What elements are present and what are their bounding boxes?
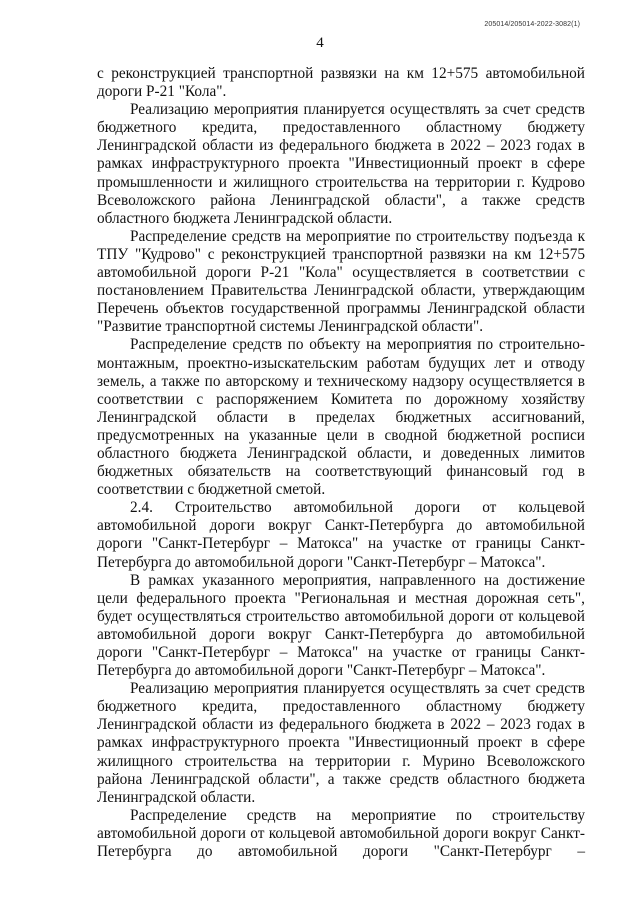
- document-stamp: 205014/205014-2022-3082(1): [484, 21, 580, 28]
- paragraph: Реализацию мероприятия планируется осуществлять за счет средств бюджетного кредита, предоставленного областному бюджету Ленинградской области из федерального бюджета в 2022 – 2023 годах в рамках инфраструктурного проекта "Инвестиционный проект в сфере промышленности и жилищного строительства на территории г. Кудрово Всеволожского района Ленинградской области", а также средств областного бюджета Ленинградской области.: [97, 101, 585, 227]
- paragraph: Реализацию мероприятия планируется осуществлять за счет средств бюджетного кредита, предоставленного областному бюджету Ленинградской области из федерального бюджета в 2022 – 2023 годах в рамках инфраструктурного проекта "Инвестиционный проект в сфере жилищного строительства на территории г. Мурино Всеволожского района Ленинградской области", а также средств областного бюджета Ленинградской области.: [97, 680, 585, 806]
- paragraph: Распределение средств на мероприятие по строительству автомобильной дороги от кольцевой автомобильной дороги вокруг Санкт-Петербурга до автомобильной дороги "Санкт-Петербург –: [97, 806, 585, 861]
- paragraph: Распределение средств на мероприятие по строительству подъезда к ТПУ "Кудрово" с реконструкцией транспортной развязки на км 12+575 автомобильной дороги Р-21 "Кола" осуществляется в соответствии с постановлением Правительства Ленинградской области, утверждающим Перечень объектов государственной программы Ленинградской области "Развитие транспортной системы Ленинградской области".: [97, 227, 585, 336]
- paragraph: Распределение средств по объекту на мероприятия по строительно-монтажным, проектно-изыскательским работам будущих лет и отводу земель, а также по авторскому и техническому надзору осуществляется в соответствии с распоряжением Комитета по дорожному хозяйству Ленинградской области в пределах бюджетных ассигнований, предусмотренных на указанные цели в сводной бюджетной росписи областного бюджета Ленинградской области, и доведенных лимитов бюджетных обязательств на соответствующий финансовый год в соответствии с бюджетной сметой.: [97, 336, 585, 499]
- document-body: [97, 65, 585, 861]
- paragraph: В рамках указанного мероприятия, направленного на достижение цели федерального проекта "Региональная и местная дорожная сеть", будет осуществляться строительство автомобильной дороги от кольцевой автомобильной дороги вокруг Санкт-Петербурга до автомобильной дороги "Санкт-Петербург – Матокса" на участке от границы Санкт-Петербурга до автомобильной дороги "Санкт-Петербург – Матокса".: [97, 571, 585, 680]
- page-number: 4: [316, 35, 324, 51]
- paragraph: с реконструкцией транспортной развязки на км 12+575 автомобильной дороги Р-21 "Кола".: [97, 65, 585, 101]
- section-heading-paragraph: 2.4. Строительство автомобильной дороги от кольцевой автомобильной дороги вокруг Санкт-Петербурга до автомобильной дороги "Санкт-Петербург – Матокса" на участке от границы Санкт-Петербурга до автомобильной дороги "Санкт-Петербург – Матокса".: [97, 499, 585, 571]
